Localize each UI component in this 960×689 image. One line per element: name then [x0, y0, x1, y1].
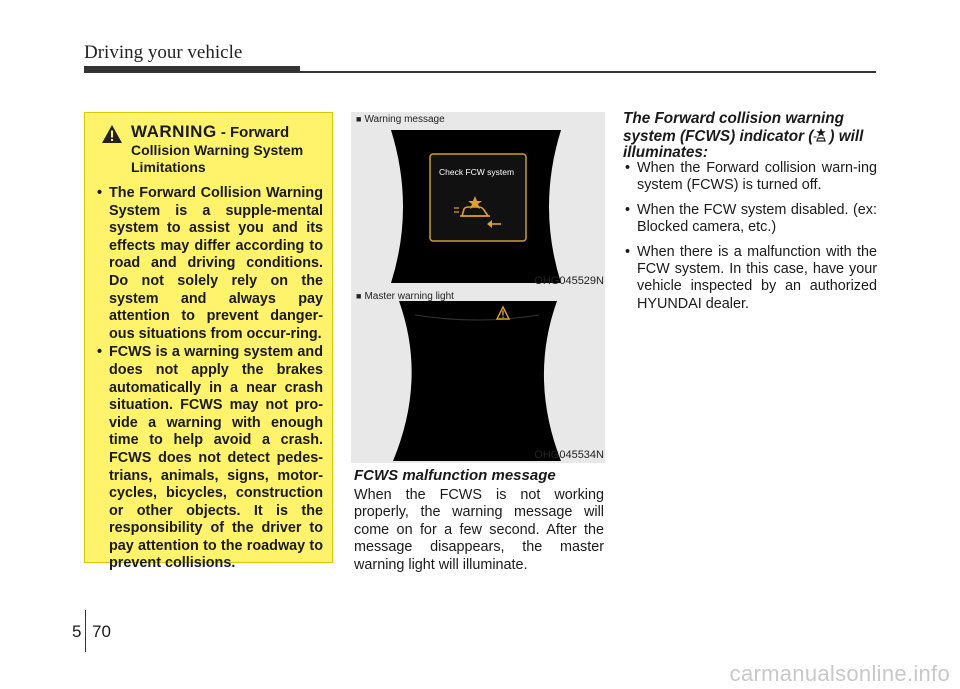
figure-code: OHG045534N	[534, 449, 604, 461]
figure-code: OHG045529N	[534, 275, 604, 287]
warning-box	[84, 112, 333, 572]
section-number: 5	[72, 622, 82, 641]
screen-text: Check FCW system	[439, 167, 515, 177]
figure-master-warning	[351, 289, 605, 463]
indicator-item: • When the Forward collision warn-ing system (FCWS) is turned off.	[623, 160, 877, 195]
warning-item: • FCWS is a warning system and does not apply the brakes automatically in a near crash situation. FCWS may not pro-vide a warning with enough time to help avoid a crash. FCWS does not detect pedes-trians, animals, signs, motor-cycles, bicycles, construction or other objects. It is the responsibility of the driver to pay attention to the roadway to prevent collisions.	[97, 344, 323, 573]
footer-rule	[85, 610, 86, 652]
running-head: Driving your vehicle	[84, 42, 243, 63]
fcws-indicator-icon	[813, 128, 829, 143]
indicator-item: • When the FCW system disabled. (ex: Blocked camera, etc.)	[623, 202, 877, 237]
warning-list	[97, 185, 323, 573]
figure-label: ■ Master warning light	[356, 291, 454, 302]
warning-title: WARNING - Forward	[131, 122, 290, 141]
indicator-heading: The Forward collision warning system (FCWS) indicator ( ) will illuminates:	[623, 110, 864, 161]
indicator-item: • When there is a malfunction with the FCW system. In this case, have your vehicle inspected by an authorized HYUNDAI dealer.	[623, 244, 877, 314]
warning-subtitle: Collision Warning System Limitations	[131, 142, 304, 175]
cluster-display-illustration	[351, 289, 605, 463]
indicator-list	[623, 160, 877, 320]
figure-label: ■ Warning message	[356, 114, 445, 125]
warning-header	[101, 123, 323, 176]
header-rule-accent	[84, 66, 300, 73]
malfunction-heading: FCWS malfunction message	[354, 467, 556, 484]
warning-triangle-icon	[101, 124, 123, 144]
watermark: carmanualsonline.info	[729, 661, 950, 686]
warning-item: • The Forward Collision Warning System is a supple-mental system to assist you and its effects may differ according to road and driving conditions. Do not solely rely on the system and always pay attention to prevent danger-ous situations from occur-ring.	[97, 185, 323, 343]
cluster-display-illustration	[351, 112, 605, 289]
page-number: 70	[92, 622, 111, 641]
figure-warning-message	[351, 112, 605, 289]
malfunction-body: When the FCWS is not working properly, the warning message will come on for a few second. After the message disappears, the master warning light will illuminate.	[354, 487, 604, 573]
